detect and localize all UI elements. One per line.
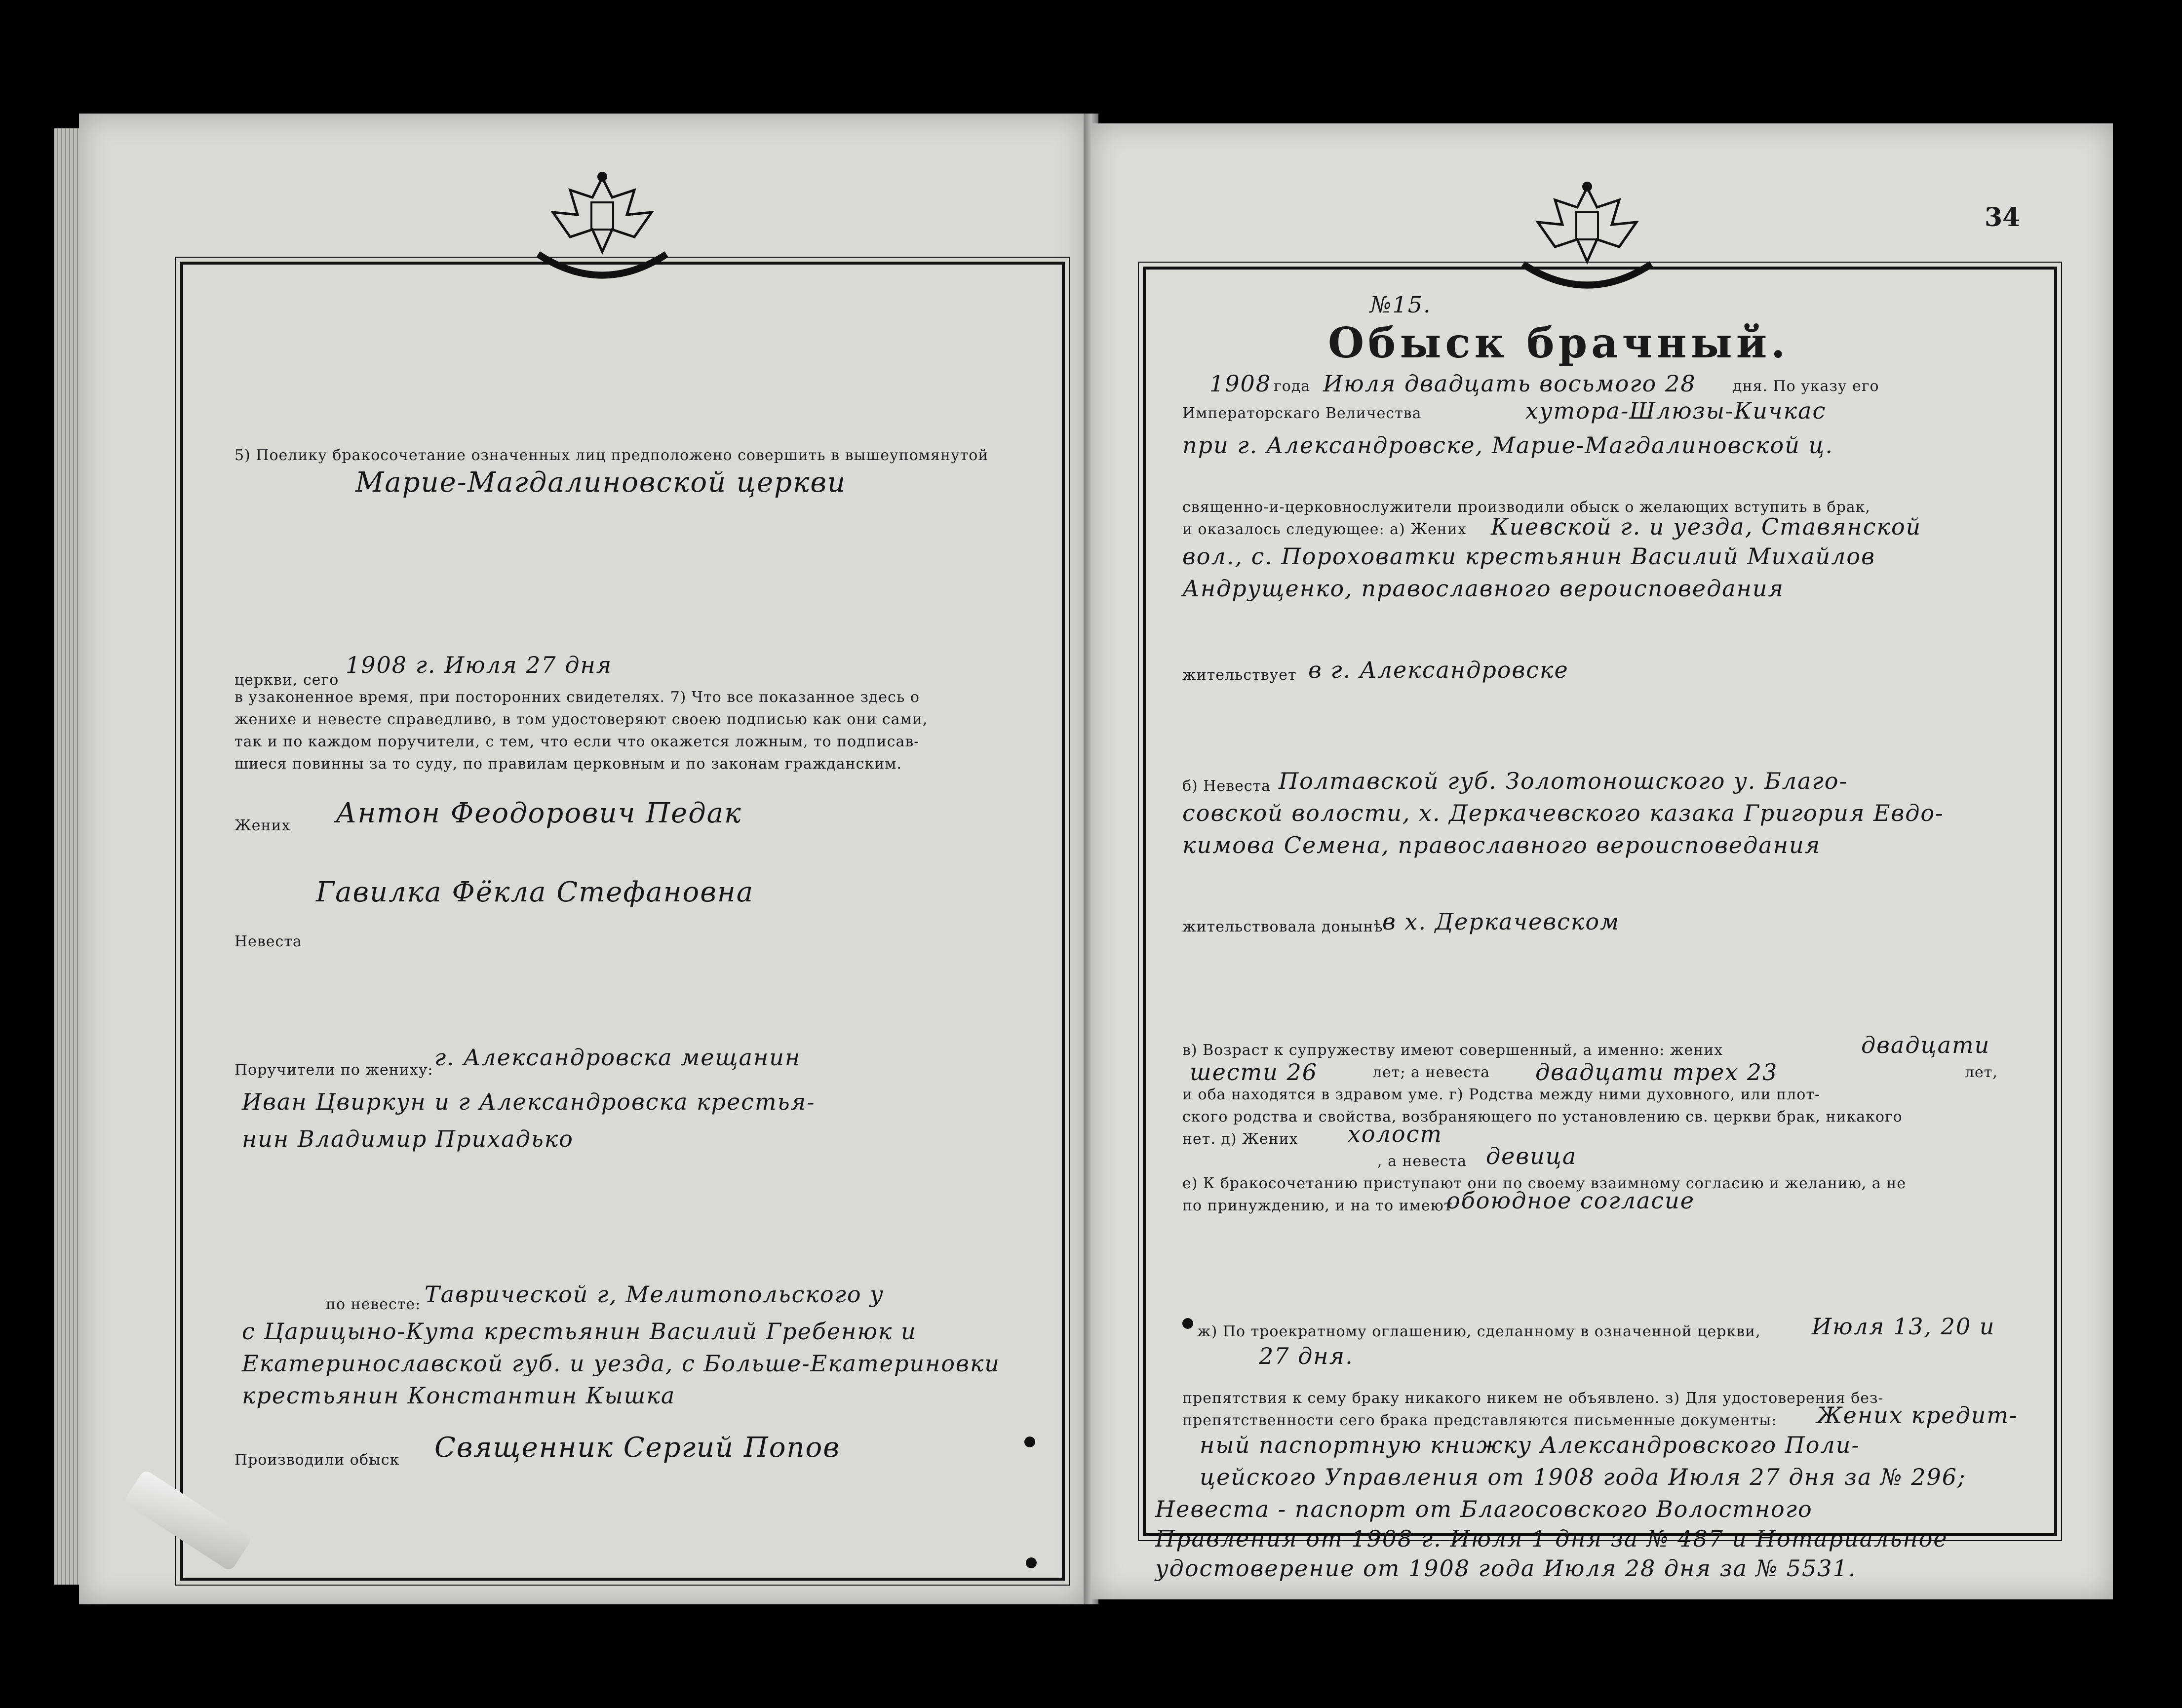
kinship-line: нет. д) Жених <box>1182 1130 1298 1148</box>
age-text: в) Возраст к супружеству имеют совершенный, а именно: жених <box>1182 1042 1723 1059</box>
bride-status-label: , а невеста <box>1377 1153 1467 1170</box>
documents-handwritten-line: цейского Управления от 1908 года Июля 27 дня за № 296; <box>1200 1464 1966 1490</box>
legal-text-line: шиеся повинны за то суду, по правилам церковным и по законам гражданским. <box>234 755 902 773</box>
church-name-handwritten: Марие-Магдалиновской церкви <box>355 466 847 499</box>
groom-origin-line: Андрущенко, православного вероисповедания <box>1182 575 1784 602</box>
consent-line: по принуждению, и на то имеют <box>1182 1197 1453 1214</box>
age-text: лет, <box>1965 1064 1998 1081</box>
bride-residence-label: жительствовала донынѣ <box>1182 918 1383 935</box>
intro-year-handwritten: 1908 <box>1209 370 1272 397</box>
groom-residence-label: жительствует <box>1182 666 1297 684</box>
documents-handwritten-line: ный паспортную книжку Александровского Поли- <box>1200 1432 1860 1458</box>
bride-surety-line: с Царицыно-Кута крестьянин Василий Гребенюк и <box>242 1318 917 1345</box>
groom-surety-line: Иван Цвиркун и г Александровска крестья- <box>242 1088 816 1115</box>
left-page <box>79 114 1086 1604</box>
groom-status-handwritten: холост <box>1348 1121 1443 1147</box>
legal-text-line: женихе и невесте справедливо, в том удостоверяют своею подписью как они сами, <box>234 711 928 728</box>
church-date-handwritten: 1908 г. Июля 27 дня <box>346 652 613 678</box>
document-title: Обыск брачный. <box>1328 318 1790 367</box>
banns-handwritten: Июля 13, 20 и <box>1812 1313 1995 1340</box>
documents-line: препятствия к сему браку никакого никем не объявлено. з) Для удостоверения без- <box>1182 1390 1884 1407</box>
bride-signature: Гавилка Фёкла Стефановна <box>316 876 754 908</box>
groom-sureties-label: Поручители по жениху: <box>234 1061 433 1079</box>
intro-line3-handwritten: при г. Александровске, Марие-Магдалиновской ц. <box>1182 432 1834 459</box>
bride-residence-handwritten: в х. Деркачевском <box>1382 908 1620 935</box>
item-v-label: 5) Поелику бракосочетание означенных лиц предположено совершить в вышеупомянутой <box>234 447 989 464</box>
binding-hole <box>1182 1318 1193 1329</box>
groom-surety-line: нин Владимир Прихадько <box>242 1126 574 1152</box>
intro-line2-handwritten: хутора-Шлюзы-Кичкас <box>1525 397 1827 424</box>
documents-handwritten-line: Жених кредит- <box>1817 1402 2018 1429</box>
conducted-label: Производили обыск <box>234 1451 400 1469</box>
bride-status-handwritten: девица <box>1486 1143 1577 1169</box>
binding-hole <box>1026 1557 1037 1568</box>
page-number: 34 <box>1985 202 2021 233</box>
record-number: №15. <box>1370 291 1432 318</box>
bride-label: б) Невеста <box>1182 777 1271 795</box>
age-groom-handwritten: двадцати <box>1861 1032 1990 1058</box>
bride-origin-line: совской волости, х. Деркачевского казака Григория Евдо- <box>1182 800 1944 826</box>
church-time-label: церкви, сего <box>234 671 339 689</box>
age-text: лет; а невеста <box>1372 1064 1490 1081</box>
groom-origin-line: Киевской г. и уезда, Ставянской <box>1491 513 1922 540</box>
bride-label: Невеста <box>234 933 302 950</box>
legal-text-line: в узаконенное время, при посторонних свидетелях. 7) Что все показанное здесь о <box>234 689 920 706</box>
binding-hole <box>1024 1436 1035 1447</box>
age-bride-handwritten: двадцати трех 23 <box>1535 1059 1778 1086</box>
bride-sureties-label: по невесте: <box>326 1296 421 1313</box>
age-groom2-handwritten: шести 26 <box>1190 1059 1318 1086</box>
groom-origin-line: вол., с. Пороховатки крестьянин Василий Михайлов <box>1182 543 1875 570</box>
bride-origin-line: кимова Семена, православного вероисповедания <box>1182 832 1821 858</box>
bride-surety-line: Таврической г, Мелитопольского у <box>425 1281 884 1308</box>
intro-year-label: года <box>1274 378 1311 395</box>
groom-residence-handwritten: в г. Александровске <box>1308 657 1569 683</box>
banns-label: ж) По троекратному оглашению, сделанному в означенной церкви, <box>1197 1323 1761 1340</box>
intro-line2-label: Императорскаго Величества <box>1182 405 1422 422</box>
intro-line1-rest: дня. По указу его <box>1733 378 1879 395</box>
bride-surety-line: крестьянин Константин Кышка <box>242 1382 676 1409</box>
kinship-line: ского родства и свойства, возбраняющего по установлению св. церкви брак, никакого <box>1182 1108 1903 1126</box>
priest-signature: Священник Сергий Попов <box>434 1432 840 1464</box>
intro-date-handwritten: Июля двадцать восьмого 28 <box>1323 370 1696 397</box>
consent-line: е) К бракосочетанию приступают они по своему взаимному согласию и желанию, а не <box>1182 1175 1907 1192</box>
kinship-line: и оба находятся в здравом уме. г) Родства между ними духовного, или плот- <box>1182 1086 1821 1103</box>
bride-origin-line: Полтавской губ. Золотоношского у. Благо- <box>1279 768 1848 794</box>
groom-surety-line: г. Александровска мещанин <box>434 1044 801 1071</box>
documents-handwritten-line: удостоверение от 1908 года Июля 28 дня за № 5531. <box>1155 1555 1857 1582</box>
clergy-text-line: и оказалось следующее: а) Жених <box>1182 521 1467 538</box>
clergy-text-line: священно-и-церковнослужители производили обыск о желающих вступить в брак, <box>1182 499 1870 516</box>
groom-label: Жених <box>234 817 291 834</box>
banns-handwritten-2: 27 дня. <box>1259 1343 1354 1369</box>
documents-handwritten-line: Правления от 1908 г. Июля 1 дня за № 487 и Нотариальное <box>1155 1525 1948 1552</box>
right-page <box>1091 123 2113 1599</box>
documents-line: препятственности сего брака представляются письменные документы: <box>1182 1412 1777 1429</box>
documents-handwritten-line: Невеста - паспорт от Благосовского Волостного <box>1155 1496 1813 1522</box>
consent-handwritten: обоюдное согласие <box>1446 1187 1695 1214</box>
legal-text-line: так и по каждом поручители, с тем, что если что окажется ложным, то подписав- <box>234 733 920 750</box>
bride-surety-line: Екатеринославской губ. и уезда, с Больше-Екатериновки <box>242 1350 1000 1377</box>
groom-signature: Антон Феодорович Педак <box>336 797 742 829</box>
